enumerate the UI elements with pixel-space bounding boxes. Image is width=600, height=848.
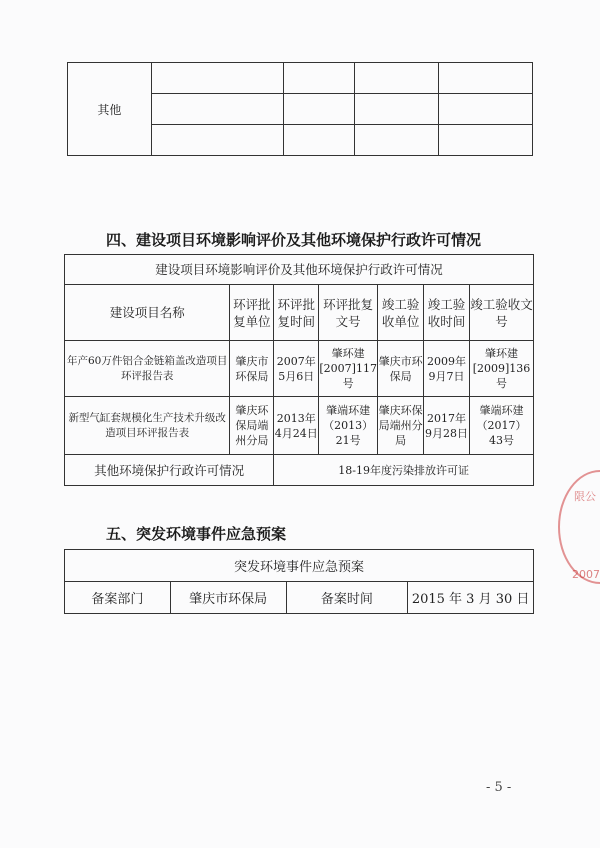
header-project-name: 建设项目名称: [65, 285, 230, 341]
header-acceptance-doc: 竣工验收文号: [469, 285, 533, 341]
other-items-table: [67, 62, 533, 156]
approval-doc: 肇环建[2007]117号: [319, 341, 378, 397]
section-4-heading: 四、建设项目环境影响评价及其他环境保护行政许可情况: [106, 231, 482, 249]
filing-dept-value: 肇庆市环保局: [170, 582, 286, 614]
filing-time-value: 2015 年 3 月 30 日: [408, 582, 534, 614]
stamp-text: 限公: [574, 490, 596, 503]
other-permit-value: 18-19年度污染排放许可证: [274, 455, 534, 486]
acceptance-time: 2009年9月7日: [424, 341, 470, 397]
table-cell: [151, 63, 283, 94]
other-label: 其他: [68, 63, 152, 156]
table-row: [65, 397, 534, 455]
approval-unit: 肇庆市环保局: [230, 341, 274, 397]
acceptance-doc: 肇端环建（2017）43号: [469, 397, 533, 455]
table-cell: [355, 125, 439, 156]
emergency-plan-caption: 突发环境事件应急预案: [65, 550, 534, 582]
acceptance-unit: 肇庆环保局端州分局: [378, 397, 424, 455]
eia-table: [64, 254, 534, 486]
table-row: [65, 341, 534, 397]
header-acceptance-unit: 竣工验收单位: [378, 285, 424, 341]
header-acceptance-time: 竣工验收时间: [424, 285, 470, 341]
emergency-plan-table: [64, 549, 534, 614]
approval-unit: 肇庆环保局端州分局: [230, 397, 274, 455]
other-permit-label: 其他环境保护行政许可情况: [65, 455, 274, 486]
table-cell: [439, 125, 533, 156]
table-cell: [283, 125, 355, 156]
eia-table-caption: 建设项目环境影响评价及其他环境保护行政许可情况: [65, 255, 534, 285]
acceptance-doc: 肇环建[2009]136号: [469, 341, 533, 397]
acceptance-unit: 肇庆市环保局: [378, 341, 424, 397]
table-cell: [439, 63, 533, 94]
table-cell: [151, 94, 283, 125]
stamp-text: 2007: [572, 568, 600, 581]
table-cell: [355, 63, 439, 94]
page-number: - 5 -: [486, 780, 512, 795]
table-cell: [355, 94, 439, 125]
approval-time: 2007年5月6日: [274, 341, 319, 397]
project-name: 年产60万件铝合金链箱盖改造项目环评报告表: [65, 341, 230, 397]
header-approval-time: 环评批复时间: [274, 285, 319, 341]
section-5-heading: 五、突发环境事件应急预案: [106, 525, 287, 543]
header-approval-unit: 环评批复单位: [230, 285, 274, 341]
project-name: 新型气缸套规模化生产技术升级改造项目环评报告表: [65, 397, 230, 455]
header-approval-doc: 环评批复文号: [319, 285, 378, 341]
approval-doc: 肇端环建（2013）21号: [319, 397, 378, 455]
table-cell: [283, 94, 355, 125]
filing-dept-label: 备案部门: [65, 582, 171, 614]
approval-time: 2013年4月24日: [274, 397, 319, 455]
table-cell: [151, 125, 283, 156]
acceptance-time: 2017年9月28日: [424, 397, 470, 455]
table-cell: [283, 63, 355, 94]
table-cell: [439, 94, 533, 125]
filing-time-label: 备案时间: [286, 582, 408, 614]
